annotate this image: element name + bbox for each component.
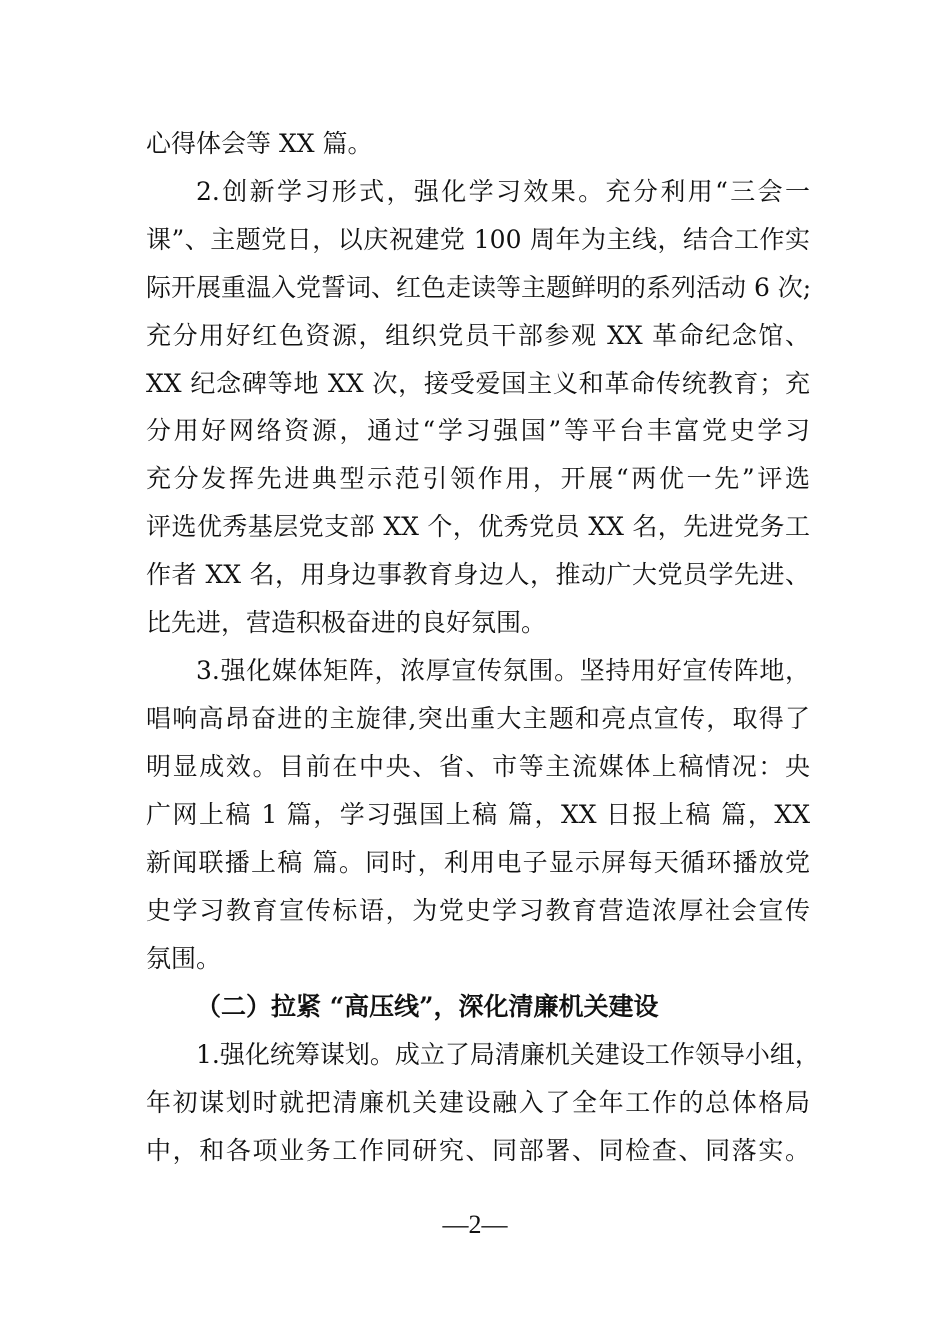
paragraph-line: 明显成效。目前在中央、省、市等主流媒体上稿情况：央 [146,752,810,781]
paragraph-line: 比先进，营造积极奋进的良好氛围。 [146,608,547,637]
paragraph-line: 2.创新学习形式，强化学习效果。充分利用“三会一 [196,177,810,206]
paragraph-line: 1.强化统筹谋划。成立了局清廉机关建设工作领导小组， [196,1040,820,1069]
paragraph-line: 氛围。 [146,944,222,973]
paragraph-line: 评选优秀基层党支部 XX 个，优秀党员 XX 名，先进党务工 [146,512,810,541]
paragraph-line: 史学习教育宣传标语，为党史学习教育营造浓厚社会宣传 [146,896,810,925]
page-number: —2— [442,1210,508,1239]
paragraph-line: 广网上稿 1 篇，学习强国上稿 篇，XX 日报上稿 篇，XX [146,800,810,829]
paragraph-line: 新闻联播上稿 篇。同时，利用电子显示屏每天循环播放党 [146,848,810,877]
paragraph-line: 心得体会等 XX 篇。 [146,129,373,158]
paragraph-line: 际开展重温入党誓词、红色走读等主题鲜明的系列活动 6 次; [146,273,812,302]
paragraph-line: XX 纪念碑等地 XX 次，接受爱国主义和革命传统教育；充 [146,369,810,398]
section-heading: （二）拉紧 “高压线”，深化清廉机关建设 [196,992,659,1021]
paragraph-line: 作者 XX 名，用身边事教育身边人，推动广大党员学先进、 [146,560,810,589]
paragraph-line: 分用好网络资源，通过“学习强国”等平台丰富党史学习 [146,416,810,445]
paragraph-line: 中，和各项业务工作同研究、同部署、同检查、同落实。 [146,1136,810,1165]
paragraph-line: 3.强化媒体矩阵，浓厚宣传氛围。坚持用好宣传阵地， [196,656,810,685]
paragraph-line: 年初谋划时就把清廉机关建设融入了全年工作的总体格局 [146,1088,810,1117]
paragraph-line: 充分发挥先进典型示范引领作用，开展“两优一先”评选 [146,464,810,493]
paragraph-line: 唱响高昂奋进的主旋律,突出重大主题和亮点宣传，取得了 [146,704,810,733]
paragraph-line: 充分用好红色资源，组织党员干部参观 XX 革命纪念馆、 [146,321,810,350]
paragraph-line: 课”、主题党日，以庆祝建党 100 周年为主线，结合工作实 [146,225,810,254]
